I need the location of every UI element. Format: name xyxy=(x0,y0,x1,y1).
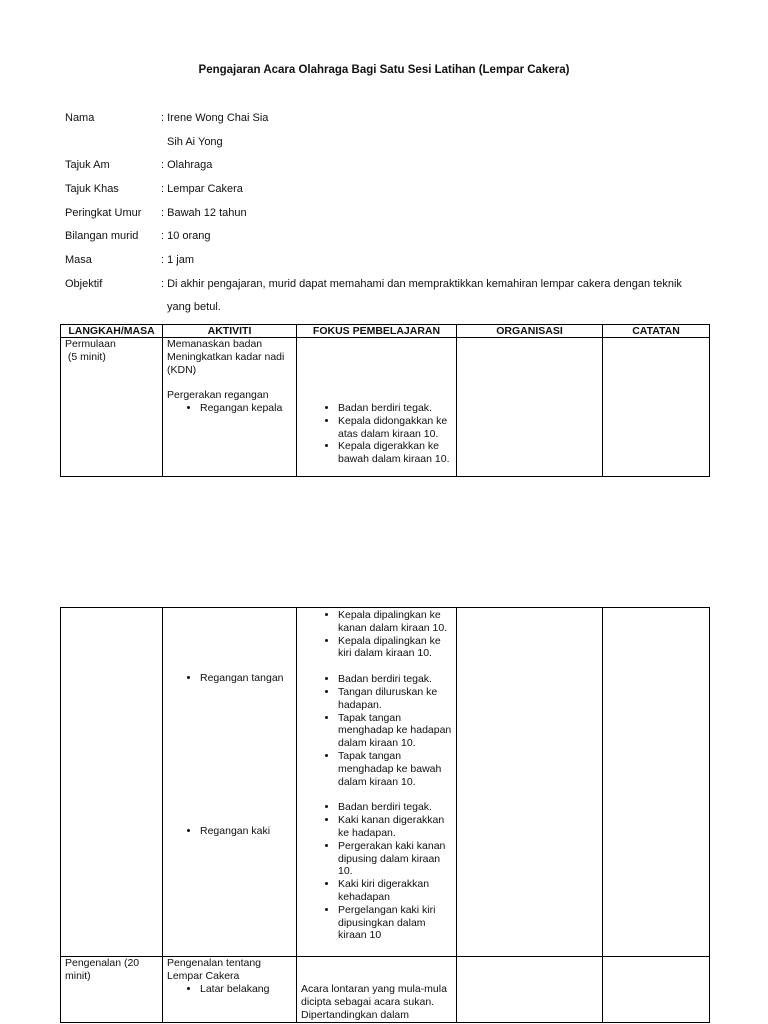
nama-label: Nama xyxy=(65,112,95,124)
objektif-value: : Di akhir pengajaran, murid dapat memahami dan mempraktikkan kemahiran lempar cakera dengan teknik xyxy=(161,278,682,290)
organisasi-cell xyxy=(457,338,603,477)
aktiviti-bullet: • Regangan tangan xyxy=(200,672,292,685)
fokus-cell xyxy=(297,608,457,957)
fokus-item: • Tapak tangan menghadap ke hadapan dalam kiraan 10. xyxy=(338,712,452,750)
tajuk-khas-label: Tajuk Khas xyxy=(65,183,119,195)
catatan-cell xyxy=(603,957,710,1023)
objektif-label: Objektif xyxy=(65,278,103,290)
header-catatan: CATATAN xyxy=(603,325,710,338)
aktiviti-subheading: Pergerakan regangan xyxy=(167,389,269,402)
fokus-item: • Kepala didongakkan ke atas dalam kiraan 10. xyxy=(338,415,452,441)
fokus-item: • Pergelangan kaki kiri dipusingkan dalam kiraan 10 xyxy=(338,904,452,942)
table-row xyxy=(61,608,710,957)
langkah-cell xyxy=(61,338,163,477)
aktiviti-line: Memanaskan badan xyxy=(167,338,263,350)
fokus-cell xyxy=(297,957,457,1023)
table-row xyxy=(61,957,710,1023)
bilangan-value: : 10 orang xyxy=(161,230,211,242)
header-organisasi: ORGANISASI xyxy=(457,325,603,338)
tajuk-am-value: : Olahraga xyxy=(161,159,213,171)
table-row xyxy=(61,338,710,477)
aktiviti-line: Meningkatkan kadar nadi xyxy=(167,350,285,363)
nama-value-2: Sih Ai Yong xyxy=(167,136,223,148)
aktiviti-cell xyxy=(163,608,297,957)
header-aktiviti: AKTIVITI xyxy=(163,325,297,338)
aktiviti-cell xyxy=(163,338,297,477)
fokus-item: • Tangan diluruskan ke hadapan. xyxy=(338,686,452,712)
fokus-item: • Kepala digerakkan ke bawah dalam kiraan 10. xyxy=(338,440,452,466)
fokus-item: • Kepala dipalingkan ke kiri dalam kiraan 10. xyxy=(338,635,452,661)
aktiviti-line: Pengenalan tentang xyxy=(167,957,262,969)
bilangan-label: Bilangan murid xyxy=(65,230,139,242)
masa-label: Masa xyxy=(65,254,92,266)
fokus-item: • Badan berdiri tegak. xyxy=(338,801,452,814)
langkah-text: Pengenalan (20 minit) xyxy=(65,957,140,982)
aktiviti-cell xyxy=(163,957,297,1023)
fokus-paragraph: Acara lontaran yang mula-mula dicipta sebagai acara sukan. Dipertandingkan dalam xyxy=(301,983,447,1021)
aktiviti-bullet: • Regangan kaki xyxy=(200,825,292,838)
fokus-item: • Kepala dipalingkan ke kanan dalam kiraan 10. xyxy=(338,609,452,635)
aktiviti-bullet: • Regangan kepala xyxy=(200,402,292,415)
fokus-item: • Tapak tangan menghadap ke bawah dalam kiraan 10. xyxy=(338,750,452,788)
tajuk-khas-value: : Lempar Cakera xyxy=(161,183,243,195)
langkah-text: Permulaan xyxy=(65,338,116,350)
masa-value: : 1 jam xyxy=(161,254,195,266)
aktiviti-line: Lempar Cakera xyxy=(167,969,240,982)
fokus-item: • Badan berdiri tegak. xyxy=(338,402,452,415)
catatan-cell xyxy=(603,338,710,477)
nama-value: : Irene Wong Chai Sia xyxy=(161,112,269,124)
lesson-table-1 xyxy=(60,324,710,477)
masa-text: (5 minit) xyxy=(65,350,106,363)
peringkat-label: Peringkat Umur xyxy=(65,207,142,219)
fokus-item: • Pergerakan kaki kanan dipusing dalam kiraan 10. xyxy=(338,840,452,878)
langkah-cell xyxy=(61,608,163,957)
fokus-cell xyxy=(297,338,457,477)
fokus-item: • Kaki kiri digerakkan kehadapan xyxy=(338,878,452,904)
organisasi-cell xyxy=(457,957,603,1023)
document-title: Pengajaran Acara Olahraga Bagi Satu Sesi Latihan (Lempar Cakera) xyxy=(198,64,570,76)
aktiviti-line: (KDN) xyxy=(167,363,197,376)
langkah-cell xyxy=(61,957,163,1023)
fokus-item: • Badan berdiri tegak. xyxy=(338,673,452,686)
header-langkah: LANGKAH/MASA xyxy=(61,325,163,338)
fokus-item: • Kaki kanan digerakkan ke hadapan. xyxy=(338,814,452,840)
header-fokus: FOKUS PEMBELAJARAN xyxy=(297,325,457,338)
peringkat-value: : Bawah 12 tahun xyxy=(161,207,247,219)
catatan-cell xyxy=(603,608,710,957)
tajuk-am-label: Tajuk Am xyxy=(65,159,110,171)
lesson-table-2 xyxy=(60,607,710,1023)
objektif-value-2: yang betul. xyxy=(167,301,221,313)
aktiviti-bullet: • Latar belakang xyxy=(200,983,292,996)
organisasi-cell xyxy=(457,608,603,957)
table-header-row xyxy=(61,325,710,338)
